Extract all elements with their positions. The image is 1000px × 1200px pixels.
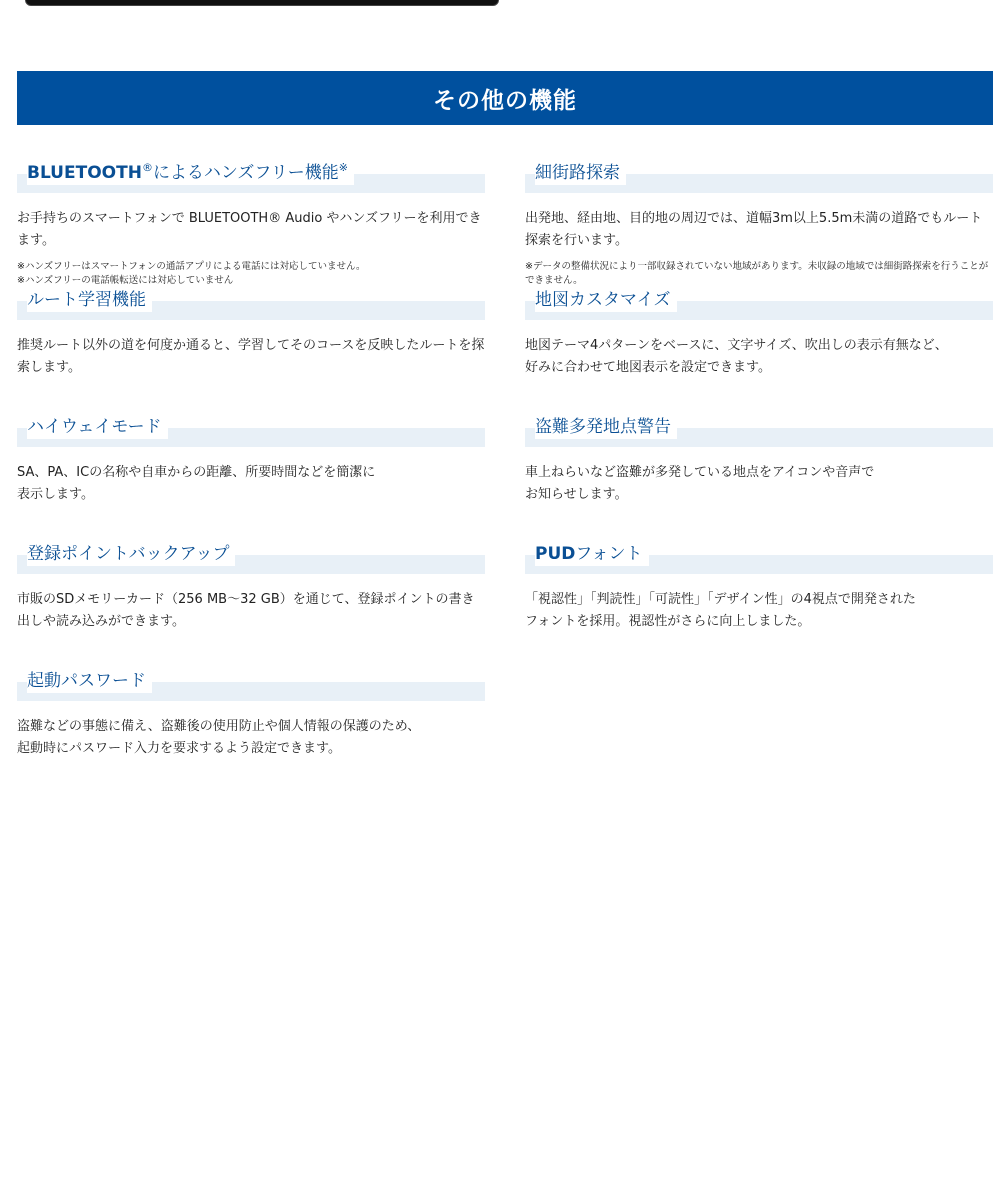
registered-mark: ® xyxy=(141,161,153,174)
product-image-bottom-edge xyxy=(25,0,499,6)
feature-title: 盗難多発地点警告 xyxy=(535,415,677,439)
feature-heading xyxy=(17,414,485,448)
feature-grid xyxy=(17,160,993,795)
feature-heading xyxy=(525,160,993,194)
description-line: 起動時にパスワード入力を要求するよう設定できます。 xyxy=(17,741,341,756)
description-line: SA、PA、ICの名称や自車からの距離、所要時間などを簡潔に xyxy=(17,465,376,480)
description-line: 車上ねらいなど盗難が多発している地点をアイコンや音声で xyxy=(525,465,875,480)
feature-description: 出発地、経由地、目的地の周辺では、道幅3m以上5.5m未満の道路でもルート探索を行います。 xyxy=(525,211,983,248)
feature-description xyxy=(17,716,485,760)
feature-heading xyxy=(17,541,485,575)
description-line: 表示します。 xyxy=(17,487,94,502)
feature-title: ハイウェイモード xyxy=(27,415,168,439)
feature-description xyxy=(525,335,993,379)
feature-title: ルート学習機能 xyxy=(27,288,152,312)
feature-title-rest: によるハンズフリー機能 xyxy=(152,163,339,183)
feature-highway-mode xyxy=(17,414,485,541)
feature-theft-warning xyxy=(525,414,993,541)
description-line: フォントを採用。視認性がさらに向上しました。 xyxy=(525,614,811,629)
feature-description xyxy=(525,462,993,506)
feature-map-customize xyxy=(525,287,993,414)
feature-narrow-street-search xyxy=(525,160,993,287)
feature-startup-password xyxy=(17,668,485,795)
description-line: お知らせします。 xyxy=(525,487,628,502)
feature-pud-font xyxy=(525,541,993,668)
feature-title-latin: BLUETOOTH xyxy=(27,163,142,183)
feature-title: 登録ポイントバックアップ xyxy=(27,542,235,566)
feature-note: ※ハンズフリーはスマートフォンの通話アプリによる電話には対応していません。 xyxy=(17,261,366,272)
feature-heading xyxy=(17,668,485,702)
description-line: 地図テーマ4パターンをベースに、文字サイズ、吹出しの表示有無など、 xyxy=(525,338,948,353)
feature-title: 起動パスワード xyxy=(27,669,152,693)
note-mark: ※ xyxy=(338,161,348,174)
feature-heading xyxy=(525,541,993,575)
feature-bluetooth-handsfree xyxy=(17,160,485,287)
feature-description: お手持ちのスマートフォンで BLUETOOTH® Audio やハンズフリーを利用できます。 xyxy=(17,211,482,248)
section-banner xyxy=(17,71,993,125)
feature-heading xyxy=(17,287,485,321)
feature-description: 市販のSDメモリーカード（256 MB～32 GB）を通じて、登録ポイントの書き出しや読み込みができます。 xyxy=(17,592,475,629)
section-title: その他の機能 xyxy=(433,87,577,114)
feature-title: 地図カスタマイズ xyxy=(535,288,677,312)
description-line: 盗難などの事態に備え、盗難後の使用防止や個人情報の保護のため、 xyxy=(17,719,421,734)
feature-title: 細街路探索 xyxy=(535,161,626,185)
feature-description xyxy=(525,589,993,633)
feature-title-rest: フォント xyxy=(575,544,643,564)
feature-title xyxy=(535,542,649,566)
feature-title xyxy=(27,161,354,185)
feature-note: ※ハンズフリーの電話帳転送には対応していません xyxy=(17,275,234,286)
feature-notes xyxy=(17,260,485,288)
feature-point-backup xyxy=(17,541,485,668)
feature-heading xyxy=(525,414,993,448)
feature-title-latin: PUD xyxy=(535,544,576,564)
feature-description: 推奨ルート以外の道を何度か通ると、学習してそのコースを反映したルートを探索します。 xyxy=(17,338,485,375)
feature-heading xyxy=(525,287,993,321)
feature-description xyxy=(17,462,485,506)
feature-note: ※データの整備状況により一部収録されていない地域があります。未収録の地域では細街路探索を行うことができません。 xyxy=(525,261,989,286)
description-line: 好みに合わせて地図表示を設定できます。 xyxy=(525,360,771,375)
description-line: 「視認性」「判読性」「可読性」「デザイン性」の4視点で開発された xyxy=(525,592,916,607)
feature-heading xyxy=(17,160,485,194)
feature-route-learning xyxy=(17,287,485,414)
